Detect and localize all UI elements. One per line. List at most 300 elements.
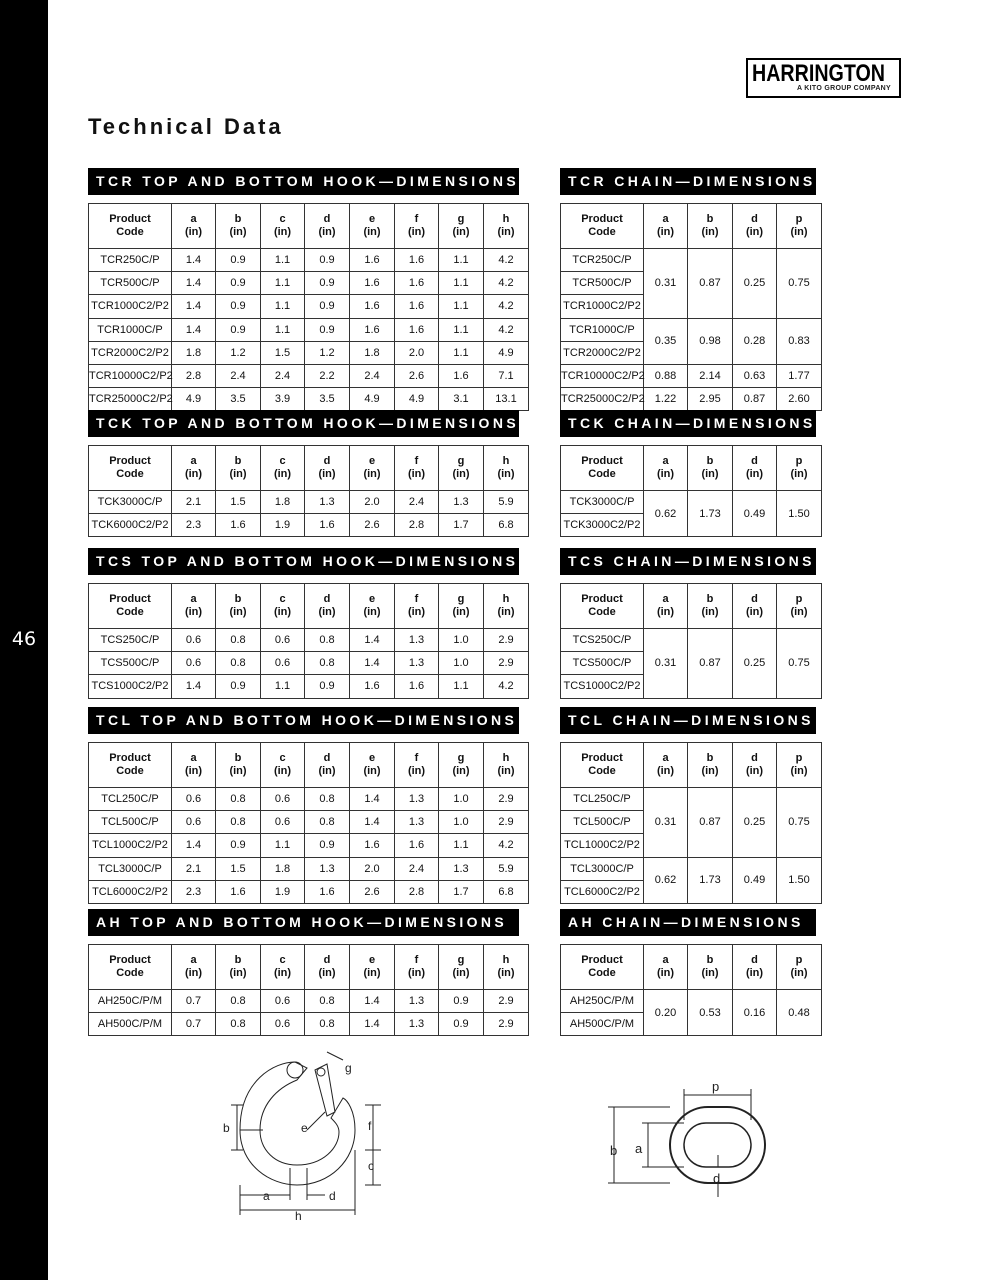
- table-row: [89, 341, 529, 364]
- dimension-cell: 13.1: [484, 388, 529, 411]
- product-code-cell: TCK3000C/P: [561, 491, 644, 514]
- chain-header-cell: b (in): [688, 945, 733, 990]
- dimension-cell: 2.3: [172, 514, 216, 537]
- table-row: [89, 788, 529, 811]
- dimension-cell: 1.50: [777, 491, 822, 537]
- product-code-cell: TCK3000C2/P2: [561, 514, 644, 537]
- hook-header-cell: g (in): [439, 743, 484, 788]
- dimension-cell: 1.4: [172, 249, 216, 272]
- dimension-cell: 6.8: [484, 514, 529, 537]
- dimension-cell: 0.16: [733, 990, 777, 1036]
- chain-header-cell: p (in): [777, 584, 822, 629]
- dimension-cell: 1.50: [777, 857, 822, 903]
- dimension-cell: 3.9: [261, 388, 305, 411]
- dimension-cell: 4.2: [484, 318, 529, 341]
- dimension-cell: 1.1: [261, 249, 305, 272]
- hook-header-cell: Product Code: [89, 204, 172, 249]
- dimension-cell: 4.9: [484, 341, 529, 364]
- table-row: [561, 249, 822, 272]
- dimension-cell: 0.63: [733, 364, 777, 387]
- dimension-cell: 4.2: [484, 272, 529, 295]
- dimension-cell: 1.1: [261, 318, 305, 341]
- chain-header-cell: p (in): [777, 204, 822, 249]
- dimension-cell: 1.6: [350, 318, 395, 341]
- dimension-cell: 0.8: [216, 788, 261, 811]
- dimension-cell: 1.4: [172, 834, 216, 857]
- hook-header-cell: b (in): [216, 584, 261, 629]
- hook-label-a: a: [263, 1189, 270, 1203]
- hook-header-cell: f (in): [395, 446, 439, 491]
- dimension-cell: 0.88: [644, 364, 688, 387]
- dimension-cell: 1.1: [439, 272, 484, 295]
- dimension-cell: 1.4: [350, 629, 395, 652]
- dimension-cell: 0.9: [305, 249, 350, 272]
- hook-label-f: f: [368, 1119, 372, 1133]
- product-code-cell: TCR2000C2/P2: [89, 341, 172, 364]
- dimension-cell: 0.9: [439, 990, 484, 1013]
- dimension-cell: 0.35: [644, 318, 688, 364]
- dimension-cell: 2.9: [484, 652, 529, 675]
- dimension-cell: 2.8: [395, 514, 439, 537]
- dimension-cell: 1.3: [395, 1013, 439, 1036]
- dimension-cell: 2.0: [350, 857, 395, 880]
- dimension-cell: 1.0: [439, 629, 484, 652]
- dimension-cell: 0.6: [261, 629, 305, 652]
- dimension-cell: 0.83: [777, 318, 822, 364]
- hook-label-h: h: [295, 1209, 302, 1222]
- product-code-cell: TCR500C/P: [561, 272, 644, 295]
- chain-header-cell: a (in): [644, 743, 688, 788]
- dimension-cell: 0.8: [305, 990, 350, 1013]
- hook-header-cell: Product Code: [89, 743, 172, 788]
- dimension-cell: 2.4: [395, 857, 439, 880]
- chain-header-cell: p (in): [777, 446, 822, 491]
- hook-header-cell: c (in): [261, 446, 305, 491]
- chain-section-title: TCS CHAIN—DIMENSIONS: [560, 548, 816, 575]
- dimension-cell: 2.60: [777, 388, 822, 411]
- hook-header-cell: b (in): [216, 743, 261, 788]
- hook-header-cell: g (in): [439, 446, 484, 491]
- product-code-cell: TCS250C/P: [561, 629, 644, 652]
- hook-header-cell: h (in): [484, 446, 529, 491]
- dimension-cell: 1.6: [439, 364, 484, 387]
- dimension-cell: 0.9: [305, 272, 350, 295]
- dimension-cell: 0.9: [216, 834, 261, 857]
- dimension-cell: 5.9: [484, 491, 529, 514]
- dimension-cell: 1.6: [350, 834, 395, 857]
- dimension-cell: 1.6: [350, 249, 395, 272]
- dimension-cell: 0.25: [733, 629, 777, 699]
- chain-header-cell: Product Code: [561, 584, 644, 629]
- dimension-cell: 1.8: [172, 341, 216, 364]
- dimension-cell: 1.3: [305, 857, 350, 880]
- dimension-cell: 0.87: [688, 249, 733, 319]
- dimension-cell: 4.9: [172, 388, 216, 411]
- chain-header-cell: b (in): [688, 204, 733, 249]
- dimension-cell: 2.4: [216, 364, 261, 387]
- dimension-cell: 2.1: [172, 491, 216, 514]
- hook-section-title: TCS TOP AND BOTTOM HOOK—DIMENSIONS: [88, 548, 519, 575]
- dimension-cell: 0.6: [261, 990, 305, 1013]
- table-row: [561, 388, 822, 411]
- hook-header-cell: a (in): [172, 743, 216, 788]
- table-header-row: [89, 945, 529, 990]
- dimension-cell: 1.4: [172, 675, 216, 698]
- dimension-cell: 2.9: [484, 629, 529, 652]
- hook-header-cell: e (in): [350, 584, 395, 629]
- table-header-row: [561, 204, 822, 249]
- dimension-cell: 6.8: [484, 880, 529, 903]
- chain-section-title: AH CHAIN—DIMENSIONS: [560, 909, 816, 936]
- table-row: [89, 857, 529, 880]
- chain-dimensions-table: [560, 583, 822, 699]
- hook-header-cell: g (in): [439, 945, 484, 990]
- dimension-cell: 1.4: [172, 318, 216, 341]
- dimension-cell: 1.4: [350, 811, 395, 834]
- hook-header-cell: h (in): [484, 204, 529, 249]
- dimension-cell: 0.8: [216, 1013, 261, 1036]
- chain-header-cell: Product Code: [561, 945, 644, 990]
- product-code-cell: TCL3000C/P: [561, 857, 644, 880]
- product-code-cell: TCR10000C2/P2: [561, 364, 644, 387]
- dimension-cell: 2.8: [395, 880, 439, 903]
- product-code-cell: TCR1000C2/P2: [89, 295, 172, 318]
- dimension-cell: 1.4: [350, 788, 395, 811]
- product-code-cell: AH500C/P/M: [89, 1013, 172, 1036]
- table-row: [89, 675, 529, 698]
- dimension-cell: 3.5: [305, 388, 350, 411]
- chain-header-cell: d (in): [733, 204, 777, 249]
- dimension-cell: 0.87: [733, 388, 777, 411]
- dimension-cell: 1.4: [350, 990, 395, 1013]
- dimension-cell: 0.6: [261, 1013, 305, 1036]
- dimension-cell: 1.3: [395, 990, 439, 1013]
- table-header-row: [561, 584, 822, 629]
- chain-section-title: TCR CHAIN—DIMENSIONS: [560, 168, 816, 195]
- dimension-cell: 0.6: [172, 652, 216, 675]
- dimension-cell: 1.1: [261, 272, 305, 295]
- dimension-cell: 4.2: [484, 295, 529, 318]
- chain-header-cell: Product Code: [561, 204, 644, 249]
- dimension-cell: 2.4: [261, 364, 305, 387]
- table-header-row: [561, 743, 822, 788]
- dimension-cell: 1.6: [395, 249, 439, 272]
- dimension-cell: 1.1: [439, 318, 484, 341]
- dimension-cell: 1.6: [395, 272, 439, 295]
- hook-dimension-diagram: [215, 1050, 390, 1222]
- dimension-cell: 1.73: [688, 857, 733, 903]
- chain-label-d: d: [713, 1171, 721, 1186]
- dimension-cell: 0.25: [733, 788, 777, 858]
- dimension-cell: 1.6: [395, 675, 439, 698]
- product-code-cell: TCL250C/P: [89, 788, 172, 811]
- product-code-cell: TCR1000C2/P2: [561, 295, 644, 318]
- dimension-cell: 1.1: [439, 675, 484, 698]
- hook-header-cell: c (in): [261, 204, 305, 249]
- chain-header-cell: d (in): [733, 945, 777, 990]
- product-code-cell: TCS1000C2/P2: [561, 675, 644, 698]
- product-code-cell: TCS500C/P: [561, 652, 644, 675]
- hook-header-cell: f (in): [395, 945, 439, 990]
- hook-header-cell: d (in): [305, 945, 350, 990]
- dimension-cell: 1.5: [216, 491, 261, 514]
- product-code-cell: TCR250C/P: [89, 249, 172, 272]
- dimension-cell: 0.9: [216, 295, 261, 318]
- table-row: [561, 491, 822, 514]
- table-row: [89, 1013, 529, 1036]
- dimension-cell: 1.1: [439, 341, 484, 364]
- chain-header-cell: p (in): [777, 743, 822, 788]
- hook-header-cell: d (in): [305, 743, 350, 788]
- hook-label-g: g: [345, 1061, 352, 1075]
- hook-header-cell: d (in): [305, 446, 350, 491]
- harrington-logo: [746, 58, 899, 96]
- dimension-cell: 0.28: [733, 318, 777, 364]
- hook-dimensions-table: [88, 583, 529, 699]
- hook-dimensions-table: [88, 742, 529, 904]
- table-row: [89, 990, 529, 1013]
- dimension-cell: 0.8: [305, 788, 350, 811]
- dimension-cell: 0.49: [733, 857, 777, 903]
- hook-header-cell: g (in): [439, 584, 484, 629]
- dimension-cell: 5.9: [484, 857, 529, 880]
- dimension-cell: 0.9: [216, 318, 261, 341]
- table-row: [561, 990, 822, 1013]
- dimension-cell: 1.77: [777, 364, 822, 387]
- product-code-cell: TCL250C/P: [561, 788, 644, 811]
- hook-header-cell: e (in): [350, 446, 395, 491]
- table-row: [561, 857, 822, 880]
- table-header-row: [89, 204, 529, 249]
- dimension-cell: 1.73: [688, 491, 733, 537]
- dimension-cell: 2.1: [172, 857, 216, 880]
- dimension-cell: 1.6: [350, 272, 395, 295]
- dimension-cell: 0.6: [172, 629, 216, 652]
- product-code-cell: TCL1000C2/P2: [89, 834, 172, 857]
- hook-section-title: TCK TOP AND BOTTOM HOOK—DIMENSIONS: [88, 410, 519, 437]
- dimension-cell: 2.6: [350, 880, 395, 903]
- dimension-cell: 1.1: [261, 834, 305, 857]
- table-row: [89, 652, 529, 675]
- dimension-cell: 1.5: [261, 341, 305, 364]
- product-code-cell: TCR2000C2/P2: [561, 341, 644, 364]
- table-header-row: [89, 446, 529, 491]
- dimension-cell: 1.0: [439, 652, 484, 675]
- dimension-cell: 1.1: [261, 295, 305, 318]
- hook-dimensions-table: [88, 445, 529, 537]
- dimension-cell: 0.48: [777, 990, 822, 1036]
- table-header-row: [561, 446, 822, 491]
- page-title: Technical Data: [88, 114, 284, 139]
- page-number: 46: [11, 628, 37, 650]
- product-code-cell: TCS500C/P: [89, 652, 172, 675]
- hook-header-cell: f (in): [395, 204, 439, 249]
- dimension-cell: 0.9: [305, 318, 350, 341]
- dimension-cell: 1.0: [439, 811, 484, 834]
- dimension-cell: 1.6: [350, 675, 395, 698]
- dimension-cell: 1.4: [350, 652, 395, 675]
- dimension-cell: 1.7: [439, 514, 484, 537]
- product-code-cell: TCR10000C2/P2: [89, 364, 172, 387]
- chain-dimensions-table: [560, 203, 822, 411]
- dimension-cell: 4.2: [484, 675, 529, 698]
- hook-header-cell: h (in): [484, 584, 529, 629]
- product-code-cell: TCR25000C2/P2: [89, 388, 172, 411]
- product-code-cell: TCL500C/P: [89, 811, 172, 834]
- hook-label-c: c: [368, 1159, 374, 1173]
- dimension-cell: 1.6: [395, 834, 439, 857]
- hook-label-e: e: [301, 1121, 308, 1135]
- chain-header-cell: p (in): [777, 945, 822, 990]
- dimension-cell: 1.4: [172, 295, 216, 318]
- dimension-cell: 2.0: [350, 491, 395, 514]
- chain-header-cell: b (in): [688, 446, 733, 491]
- product-code-cell: AH500C/P/M: [561, 1013, 644, 1036]
- dimension-cell: 1.7: [439, 880, 484, 903]
- chain-header-cell: d (in): [733, 743, 777, 788]
- dimension-cell: 0.31: [644, 629, 688, 699]
- table-row: [89, 629, 529, 652]
- hook-section-title: TCR TOP AND BOTTOM HOOK—DIMENSIONS: [88, 168, 519, 195]
- hook-header-cell: c (in): [261, 584, 305, 629]
- table-row: [89, 811, 529, 834]
- table-row: [561, 629, 822, 652]
- dimension-cell: 0.75: [777, 629, 822, 699]
- table-row: [89, 318, 529, 341]
- chain-header-cell: d (in): [733, 446, 777, 491]
- dimension-cell: 1.0: [439, 788, 484, 811]
- product-code-cell: TCS250C/P: [89, 629, 172, 652]
- dimension-cell: 4.9: [395, 388, 439, 411]
- hook-header-cell: a (in): [172, 945, 216, 990]
- dimension-cell: 2.8: [172, 364, 216, 387]
- dimension-cell: 2.4: [395, 491, 439, 514]
- hook-header-cell: f (in): [395, 743, 439, 788]
- dimension-cell: 2.9: [484, 1013, 529, 1036]
- dimension-cell: 0.9: [216, 272, 261, 295]
- table-row: [561, 364, 822, 387]
- chain-label-b: b: [610, 1143, 618, 1158]
- dimension-cell: 2.6: [395, 364, 439, 387]
- chain-header-cell: a (in): [644, 945, 688, 990]
- dimension-cell: 0.98: [688, 318, 733, 364]
- dimension-cell: 1.3: [395, 788, 439, 811]
- dimension-cell: 7.1: [484, 364, 529, 387]
- dimension-cell: 1.1: [439, 295, 484, 318]
- table-header-row: [561, 945, 822, 990]
- chain-header-cell: a (in): [644, 204, 688, 249]
- dimension-cell: 0.8: [216, 811, 261, 834]
- product-code-cell: TCL500C/P: [561, 811, 644, 834]
- product-code-cell: TCL1000C2/P2: [561, 834, 644, 857]
- dimension-cell: 0.8: [216, 629, 261, 652]
- chain-header-cell: a (in): [644, 446, 688, 491]
- product-code-cell: TCR1000C/P: [89, 318, 172, 341]
- table-row: [89, 249, 529, 272]
- dimension-cell: 2.2: [305, 364, 350, 387]
- dimension-cell: 1.3: [439, 857, 484, 880]
- hook-dimensions-table: [88, 203, 529, 411]
- dimension-cell: 0.6: [261, 788, 305, 811]
- hook-header-cell: e (in): [350, 204, 395, 249]
- product-code-cell: TCK6000C2/P2: [89, 514, 172, 537]
- dimension-cell: 0.9: [216, 675, 261, 698]
- chain-header-cell: a (in): [644, 584, 688, 629]
- dimension-cell: 2.14: [688, 364, 733, 387]
- chain-dimensions-table: [560, 445, 822, 537]
- dimension-cell: 0.6: [172, 788, 216, 811]
- hook-header-cell: Product Code: [89, 446, 172, 491]
- dimension-cell: 2.9: [484, 990, 529, 1013]
- hook-dimensions-table: [88, 944, 529, 1036]
- dimension-cell: 0.7: [172, 1013, 216, 1036]
- chain-dimensions-table: [560, 742, 822, 904]
- dimension-cell: 0.49: [733, 491, 777, 537]
- dimension-cell: 3.1: [439, 388, 484, 411]
- dimension-cell: 1.8: [261, 491, 305, 514]
- dimension-cell: 0.8: [305, 652, 350, 675]
- table-header-row: [89, 743, 529, 788]
- dimension-cell: 0.75: [777, 249, 822, 319]
- hook-header-cell: b (in): [216, 945, 261, 990]
- logo-wordmark: HARRINGTON: [752, 60, 886, 87]
- dimension-cell: 0.8: [305, 1013, 350, 1036]
- table-row: [89, 834, 529, 857]
- dimension-cell: 1.6: [305, 514, 350, 537]
- dimension-cell: 0.9: [439, 1013, 484, 1036]
- dimension-cell: 0.87: [688, 629, 733, 699]
- dimension-cell: 2.9: [484, 811, 529, 834]
- dimension-cell: 0.9: [305, 295, 350, 318]
- dimension-cell: 1.6: [395, 318, 439, 341]
- table-row: [89, 491, 529, 514]
- dimension-cell: 0.87: [688, 788, 733, 858]
- product-code-cell: TCR250C/P: [561, 249, 644, 272]
- dimension-cell: 0.75: [777, 788, 822, 858]
- chain-header-cell: d (in): [733, 584, 777, 629]
- dimension-cell: 1.3: [395, 811, 439, 834]
- hook-header-cell: h (in): [484, 945, 529, 990]
- dimension-cell: 0.31: [644, 788, 688, 858]
- dimension-cell: 1.4: [350, 1013, 395, 1036]
- hook-header-cell: b (in): [216, 204, 261, 249]
- dimension-cell: 1.8: [261, 857, 305, 880]
- dimension-cell: 3.5: [216, 388, 261, 411]
- dimension-cell: 4.2: [484, 834, 529, 857]
- hook-header-cell: d (in): [305, 204, 350, 249]
- dimension-cell: 1.22: [644, 388, 688, 411]
- dimension-cell: 0.8: [216, 990, 261, 1013]
- table-row: [561, 318, 822, 341]
- chain-dimension-diagram: [600, 1075, 775, 1205]
- hook-label-d: d: [329, 1189, 336, 1203]
- hook-header-cell: Product Code: [89, 945, 172, 990]
- chain-label-p: p: [712, 1079, 720, 1094]
- chain-header-cell: b (in): [688, 743, 733, 788]
- hook-header-cell: a (in): [172, 584, 216, 629]
- table-row: [89, 880, 529, 903]
- dimension-cell: 0.31: [644, 249, 688, 319]
- hook-header-cell: d (in): [305, 584, 350, 629]
- hook-header-cell: e (in): [350, 743, 395, 788]
- dimension-cell: 0.53: [688, 990, 733, 1036]
- dimension-cell: 0.25: [733, 249, 777, 319]
- hook-header-cell: c (in): [261, 743, 305, 788]
- hook-header-cell: a (in): [172, 204, 216, 249]
- dimension-cell: 1.8: [350, 341, 395, 364]
- hook-header-cell: f (in): [395, 584, 439, 629]
- dimension-cell: 4.9: [350, 388, 395, 411]
